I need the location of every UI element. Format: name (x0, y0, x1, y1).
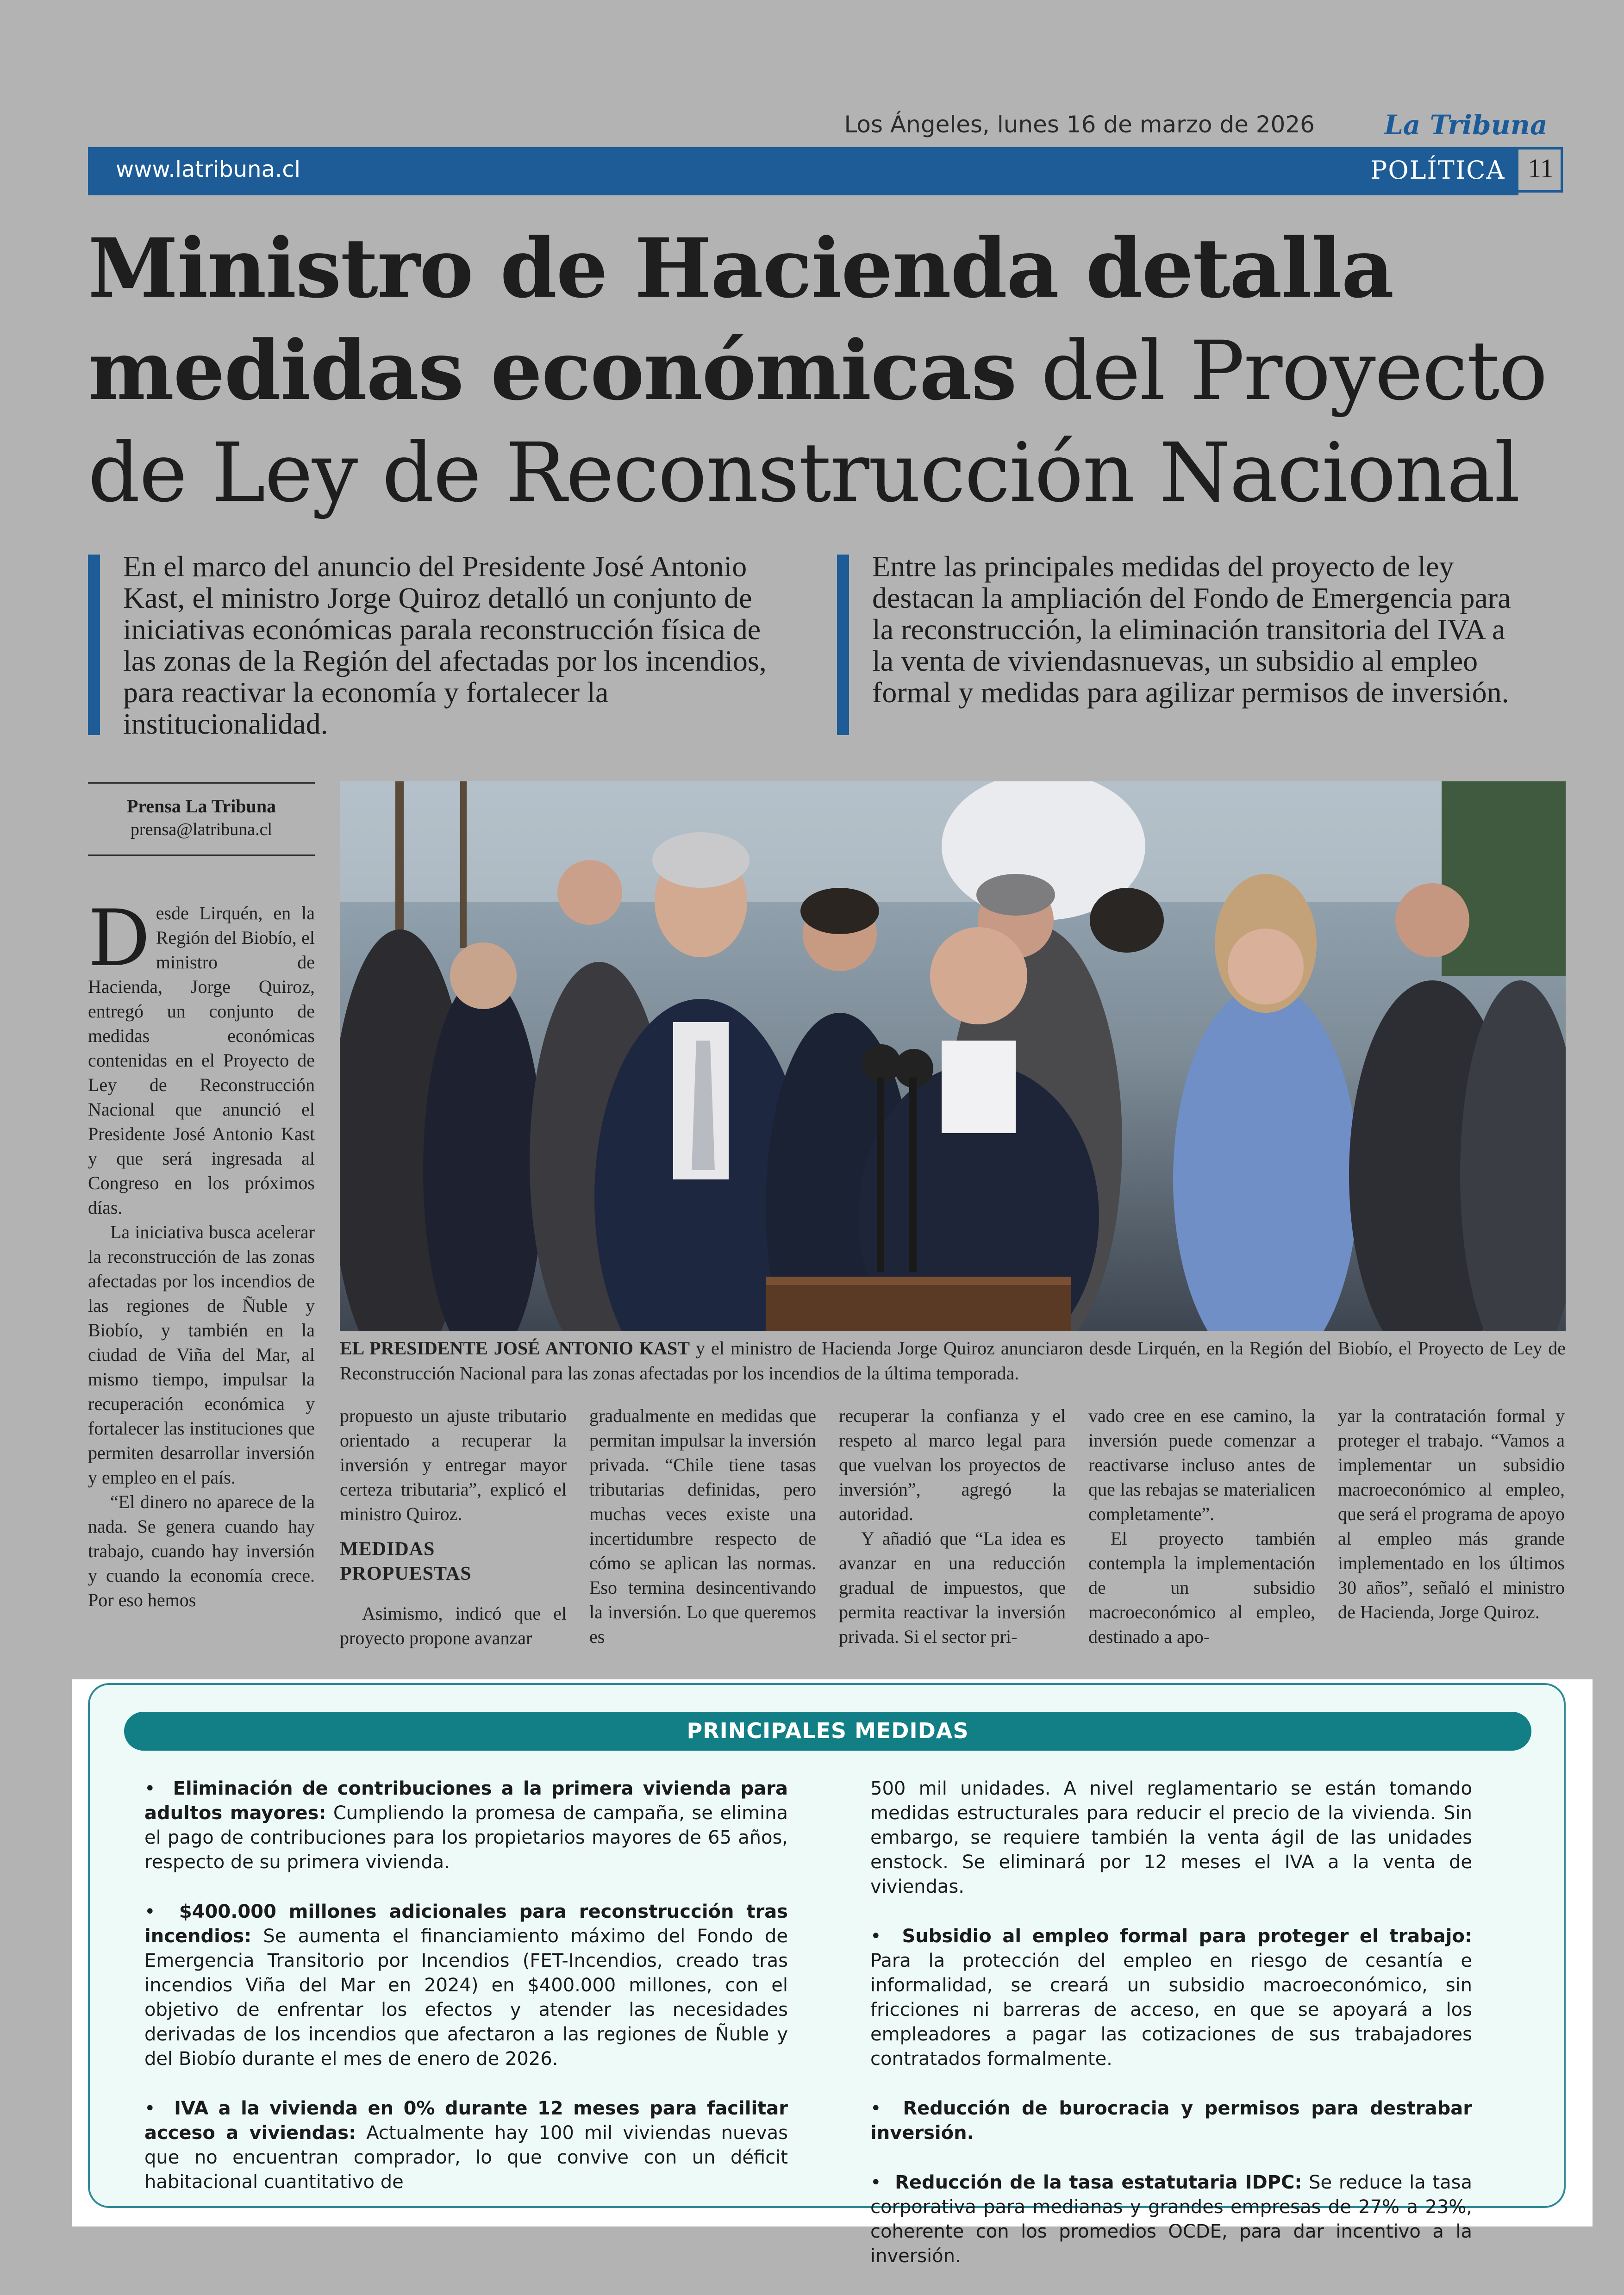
section-bar (88, 147, 1518, 195)
paragraph: yar la contratación formal y proteger el trabajo. “Vamos a implementar un subsidio macroeconómico al empleo, que será el programa de apoyo al empleo más grande implementado en los últimos 30 años”, señaló el ministro de Hacienda, Jorge Quiroz. (1338, 1405, 1565, 1622)
list-item: • Reducción de burocracia y permisos para destrabar inversión. (870, 2098, 1472, 2144)
deck-left-text: En el marco del anuncio del Presidente José Antonio Kast, el ministro Jorge Quiroz detalló un conjunto de iniciativas económicas parala reconstrucción física de las zonas de la Región del afectadas por los incendios, para reactivar la economía y fortalecer la institucionalidad. (123, 550, 767, 740)
paragraph: propuesto un ajuste tributario orientado a recuperar la inversión y entregar mayor certeza tributaria”, explicó el ministro Quiroz. (340, 1405, 567, 1524)
list-item-continued: 500 mil unidades. A nivel reglamentario se están tomando medidas estructurales para reducir el precio de la vivienda. Sin embargo, se requiere también la venta ágil de las unidades enstock. Se eliminará por 12 meses el IVA a la venta de viviendas. (870, 1778, 1472, 1897)
paragraph: Asimismo, indicó que el proyecto propone avanzar (340, 1603, 567, 1648)
list-item: • $400.000 millones adicionales para reconstrucción tras incendios: Se aumenta el financiamiento máximo del Fondo de Emergencia Transitorio por Incendios (FET-Incendios, creado tras incendios Viña del Mar en 2024) en $400.000 millones, con el objetivo de enfrentar los efectos y atender las necesidades derivadas de los incendios que afectaron a las regiones de Ñuble y del Biobío durante el mes de enero de 2026. (144, 1901, 788, 2070)
deck-right (837, 551, 1516, 708)
caption-lead: EL PRESIDENTE JOSÉ ANTONIO KAST (340, 1338, 690, 1359)
headline (88, 218, 1579, 524)
site-url[interactable]: www.latribuna.cl (116, 156, 300, 182)
byline-divider (88, 854, 315, 856)
subhead: MEDIDAS PROPUESTAS (340, 1539, 472, 1584)
body-column-5 (1088, 1403, 1315, 1649)
byline-email[interactable]: prensa@latribuna.cl (130, 820, 273, 839)
caption-text: y el ministro de Hacienda Jorge Quiroz anunciaron desde Lirquén, en la Región del Biobío, el Proyecto de Ley de Reconstrucción Nacional para las zonas afectadas por los incendios de la última temporada. (340, 1338, 1566, 1384)
list-item: • Reducción de la tasa estatutaria IDPC: Se reduce la tasa corporativa para medianas y grandes empresas de 27% a 23%, coherente con los promedios OCDE, para dar incentivo a la inversión. (870, 2172, 1472, 2267)
paragraph: vado cree en ese camino, la inversión puede comenzar a reactivarse incluso antes de que las rebajas se materialicen completamente”. (1088, 1405, 1315, 1524)
paragraph: recuperar la confianza y el respeto al marco legal para que vuelvan los proyectos de inversión”, agregó la autoridad. (839, 1405, 1066, 1524)
box-title: PRINCIPALES MEDIDAS (687, 1718, 969, 1743)
page-number: 11 (1528, 153, 1554, 183)
deck-accent-bar (88, 555, 100, 735)
body-column-3 (589, 1403, 816, 1649)
box-column-right (870, 1777, 1472, 2294)
photo-caption (340, 1336, 1566, 1386)
box-column-left (144, 1777, 788, 2220)
list-item: • Subsidio al empleo formal para proteger el trabajo: Para la protección del empleo en riesgo de cesantía e informalidad, se creará un subsidio macroeconómico, sin fricciones ni barreras de acceso, en que se apoyará a los empleadores a pagar las cotizaciones de sus trabajadores contratados formalmente. (870, 1926, 1472, 2070)
body-column-4 (839, 1403, 1066, 1649)
list-item: • IVA a la vivienda en 0% durante 12 meses para facilitar acceso a viviendas: Actualmente hay 100 mil viviendas nuevas que no encuentran comprador, lo que convive con un déficit habitacional cuantitativo de (144, 2098, 788, 2193)
headline-regular: del Proyecto de Ley de Reconstrucción Nacional (88, 324, 1547, 520)
section-label: POLÍTICA (1370, 156, 1505, 185)
drop-cap: D (88, 893, 150, 984)
paragraph: gradualmente en medidas que permitan impulsar la inversión privada. “Chile tiene tasas tributarias definidas, pero muchas veces existe una incertidumbre respecto de cómo se aplican las normas. Eso termina desincentivando la inversión. Lo que queremos es (589, 1405, 816, 1647)
deck-right-text: Entre las principales medidas del proyecto de ley destacan la ampliación del Fondo de Emergencia para la reconstrucción, la eliminación transitoria del IVA a la venta de viviendasnuevas, un subsidio al empleo formal y medidas para agilizar permisos de inversión. (872, 550, 1511, 709)
body-column-6 (1338, 1403, 1565, 1624)
byline-name: Prensa La Tribuna (126, 796, 276, 817)
paragraph: “El dinero no aparece de la nada. Se genera cuando hay trabajo, cuando hay inversión y cuando la economía crece. Por eso hemos (88, 1491, 315, 1610)
byline-divider (88, 782, 315, 784)
paragraph: La iniciativa busca acelerar la reconstrucción de las zonas afectadas por los incendios de las regiones de Ñuble y Biobío, y también en la ciudad de Viña del Mar, al mismo tiempo, impulsar la recuperación económica y fortalecer las instituciones que permiten desarrollar inversión y empleo en el país. (88, 1222, 315, 1488)
headline-bold: Ministro de Hacienda detalla medidas económicas (88, 220, 1393, 418)
masthead-logo: La Tribuna (1384, 109, 1548, 141)
paragraph: Y añadió que “La idea es avanzar en una reducción gradual de impuestos, que permita reactivar la inversión privada. Si el sector pri- (839, 1528, 1066, 1647)
deck-left (88, 551, 767, 740)
list-item: • Eliminación de contribuciones a la primera vivienda para adultos mayores: Cumpliendo la promesa de campaña, se elimina el pago de contribuciones para los propietarios mayores de 65 años, respecto de su primera vivienda. (144, 1778, 788, 1873)
body-column-1 (88, 893, 315, 1612)
article-photo (340, 781, 1566, 1331)
dateline: Los Ángeles, lunes 16 de marzo de 2026 (844, 111, 1315, 138)
body-column-2 (340, 1403, 567, 1650)
paragraph: esde Lirquén, en la Región del Biobío, el ministro de Hacienda, Jorge Quiroz, entregó un conjunto de medidas económicas contenidas en el Proyecto de Ley de Reconstrucción Nacional que anunció el Presidente José Antonio Kast y que será ingresada al Congreso en los próximos días. (88, 903, 315, 1218)
deck-accent-bar (837, 555, 849, 735)
paragraph: El proyecto también contempla la implementación de un subsidio macroeconómico al empleo, destinado a apo- (1088, 1528, 1315, 1647)
